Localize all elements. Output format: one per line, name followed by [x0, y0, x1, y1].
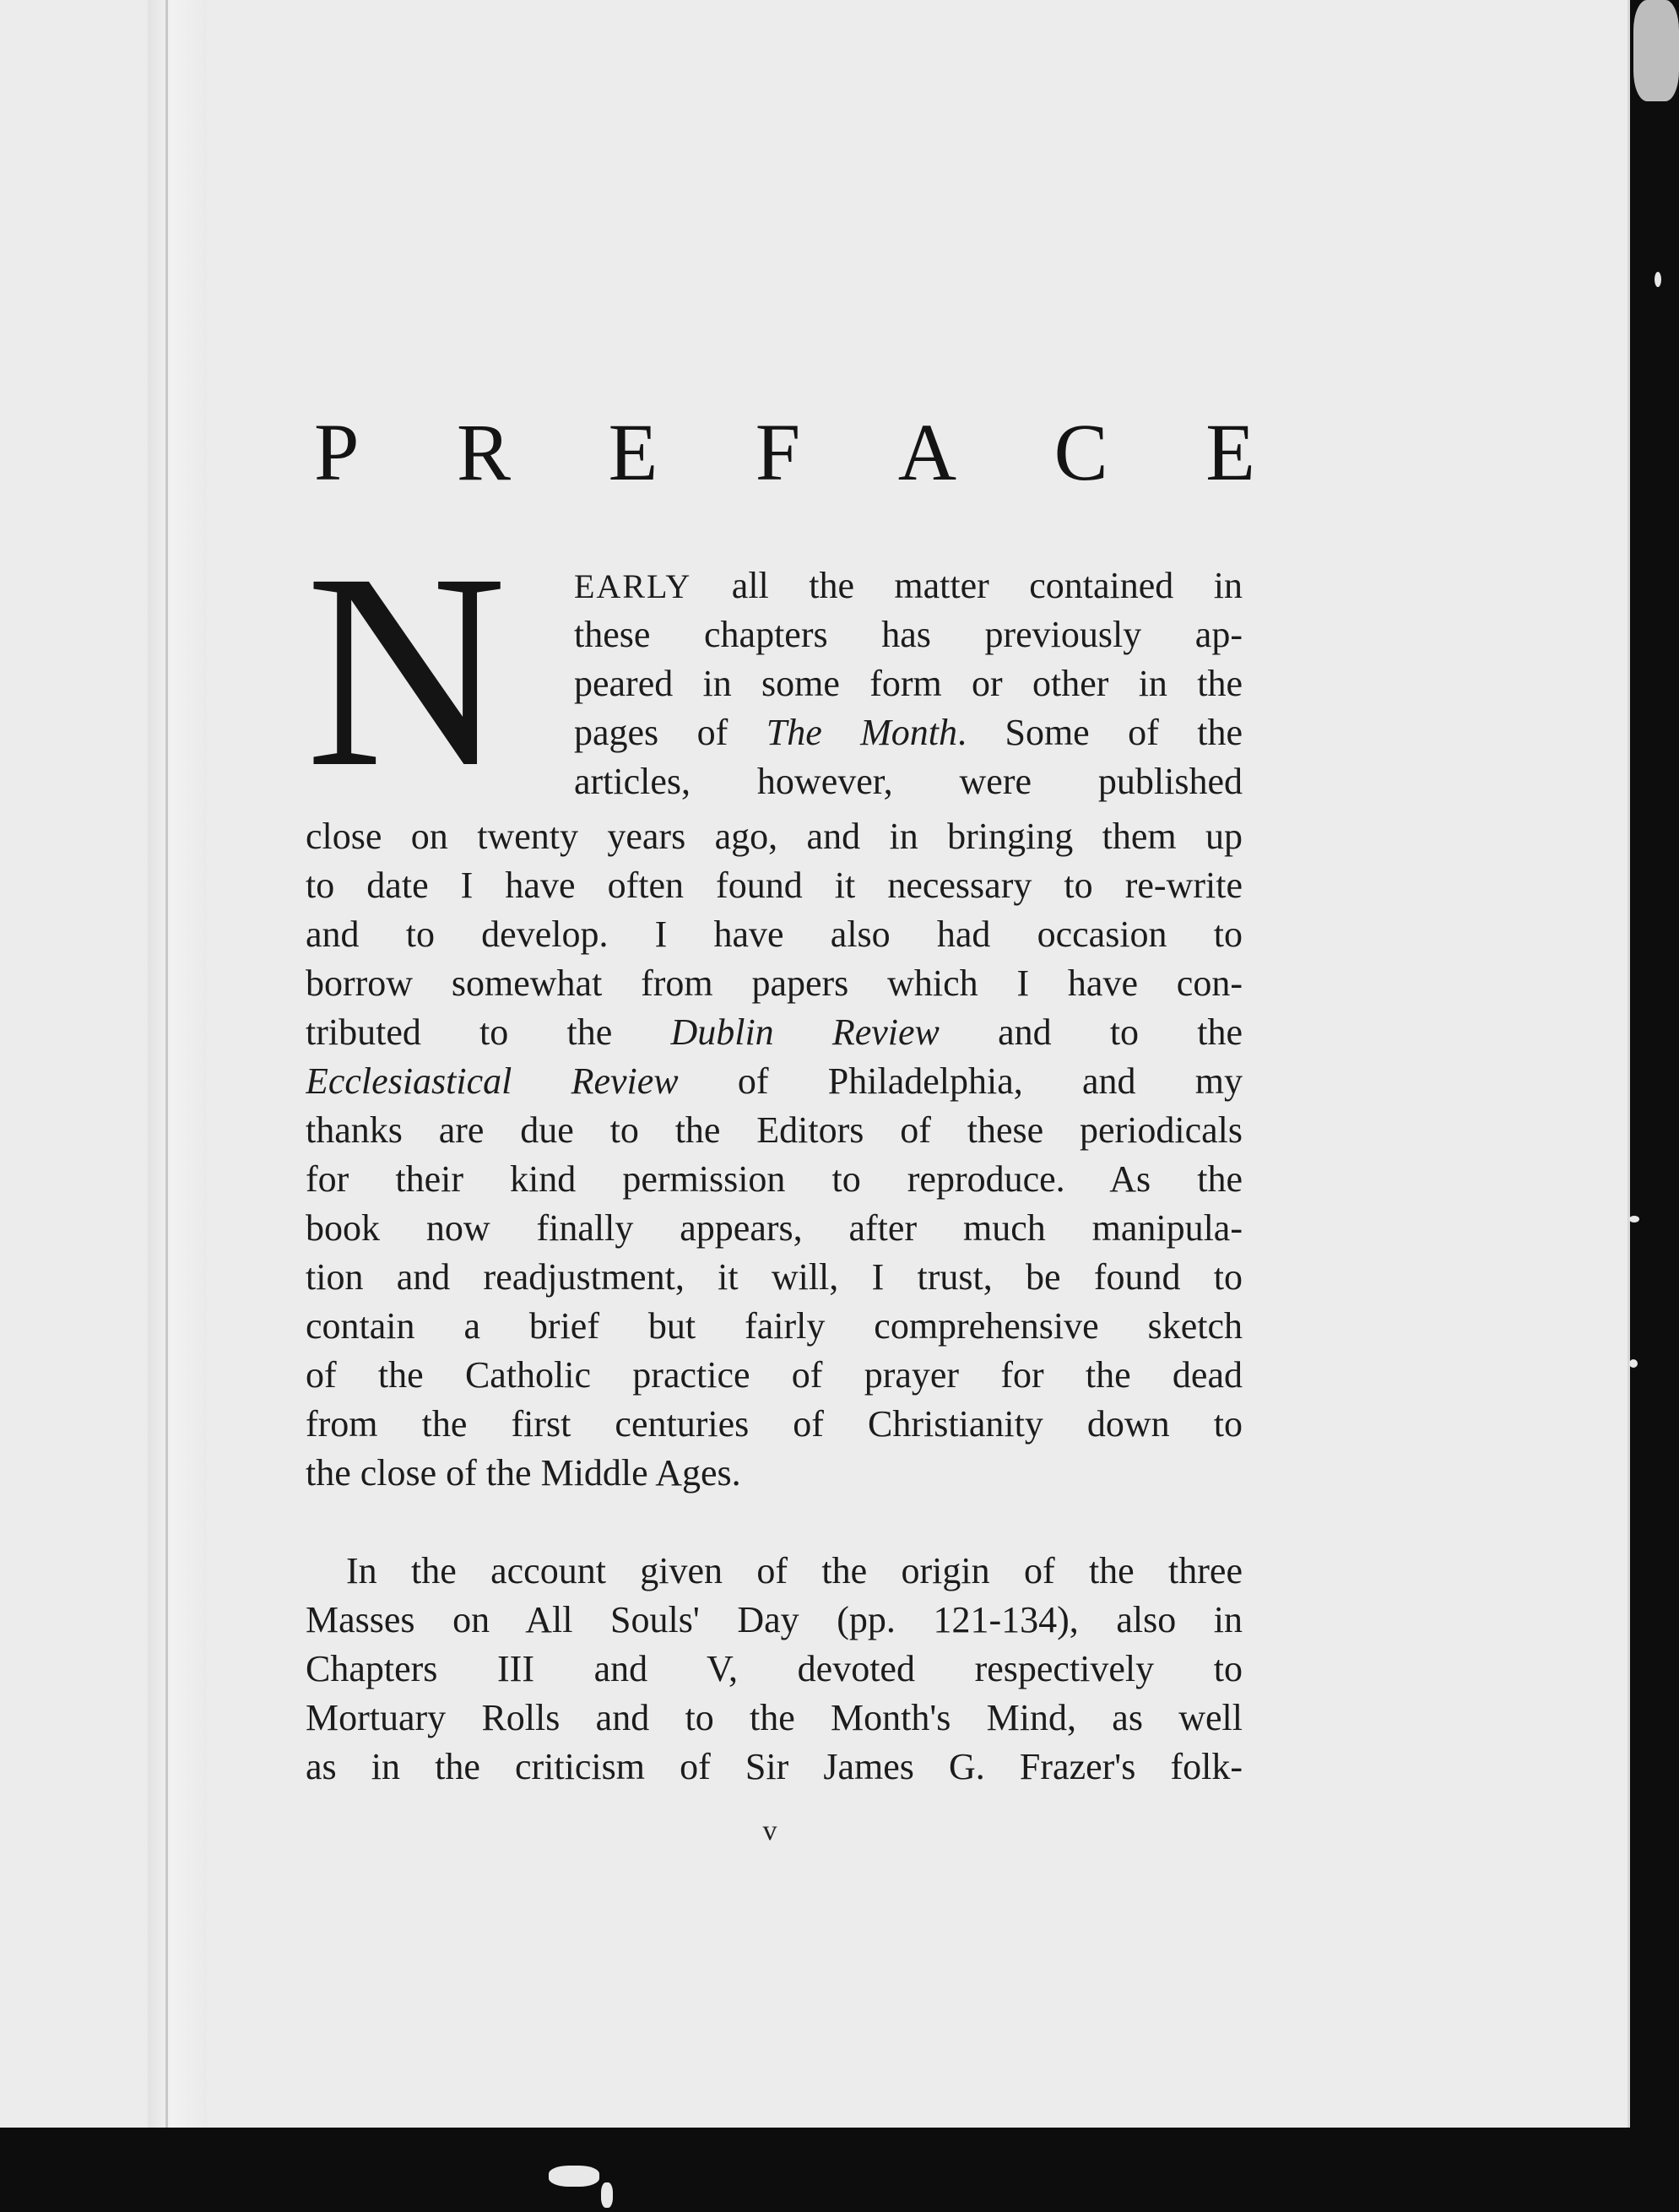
text-line: close on twenty years ago, and in bringing them up	[306, 816, 1243, 857]
text-line: tion and readjustment, it will, I trust, be found to	[306, 1256, 1243, 1298]
text-line: from the first centuries of Christianity down to	[306, 1403, 1243, 1445]
text-line: these chapters has previously ap-	[574, 614, 1243, 655]
text-line: the close of the Middle Ages.	[306, 1452, 741, 1494]
page-number: v	[762, 1815, 777, 1846]
text-line: book now finally appears, after much manipula-	[306, 1207, 1243, 1249]
text-line: Chapters III and V, devoted respectively to	[306, 1648, 1243, 1689]
scan-artifact	[1655, 272, 1661, 287]
scan-artifact	[1629, 1359, 1638, 1368]
text-line: as in the criticism of Sir James G. Frazer's folk-	[306, 1746, 1243, 1787]
text-line: tributed to the Dublin Review and to the	[306, 1011, 1243, 1053]
title-letter: R	[456, 407, 511, 497]
page-title	[314, 405, 1255, 499]
text-line: for their kind permission to reproduce. As the	[306, 1158, 1243, 1200]
title-letter: E	[608, 407, 658, 497]
text-line: articles, however, were published	[574, 761, 1243, 802]
text-line: thanks are due to the Editors of these periodicals	[306, 1109, 1243, 1151]
title-letter: P	[314, 407, 360, 497]
text-line: pages of The Month. Some of the	[574, 712, 1243, 753]
scan-artifact	[549, 2166, 599, 2187]
text-line: Ecclesiastical Review of Philadelphia, and my	[306, 1060, 1243, 1102]
page-gutter	[148, 0, 207, 2128]
gutter-fold	[165, 0, 168, 2128]
text-line: In the account given of the origin of the three	[346, 1550, 1243, 1591]
text-line: peared in some form or other in the	[574, 663, 1243, 704]
text-line: Masses on All Souls' Day (pp. 121-134), also in	[306, 1599, 1243, 1640]
text-line: and to develop. I have also had occasion to	[306, 914, 1243, 955]
scan-artifact	[1633, 0, 1679, 101]
drop-cap: N	[306, 517, 507, 825]
text-line: to date I have often found it necessary to re-write	[306, 865, 1243, 906]
title-letter: C	[1053, 407, 1108, 497]
title-letter: A	[897, 407, 957, 497]
text-line: of the Catholic practice of prayer for the dead	[306, 1354, 1243, 1396]
title-letter: E	[1205, 407, 1255, 497]
title-letter: F	[755, 407, 801, 497]
scan-artifact	[601, 2182, 613, 2208]
scan-artifact	[1629, 1216, 1639, 1223]
text-line: borrow somewhat from papers which I have con-	[306, 962, 1243, 1004]
text-line: EARLY all the matter contained in	[574, 565, 1243, 606]
text-line: contain a brief but fairly comprehensive sketch	[306, 1305, 1243, 1347]
text-line: Mortuary Rolls and to the Month's Mind, as well	[306, 1697, 1243, 1738]
